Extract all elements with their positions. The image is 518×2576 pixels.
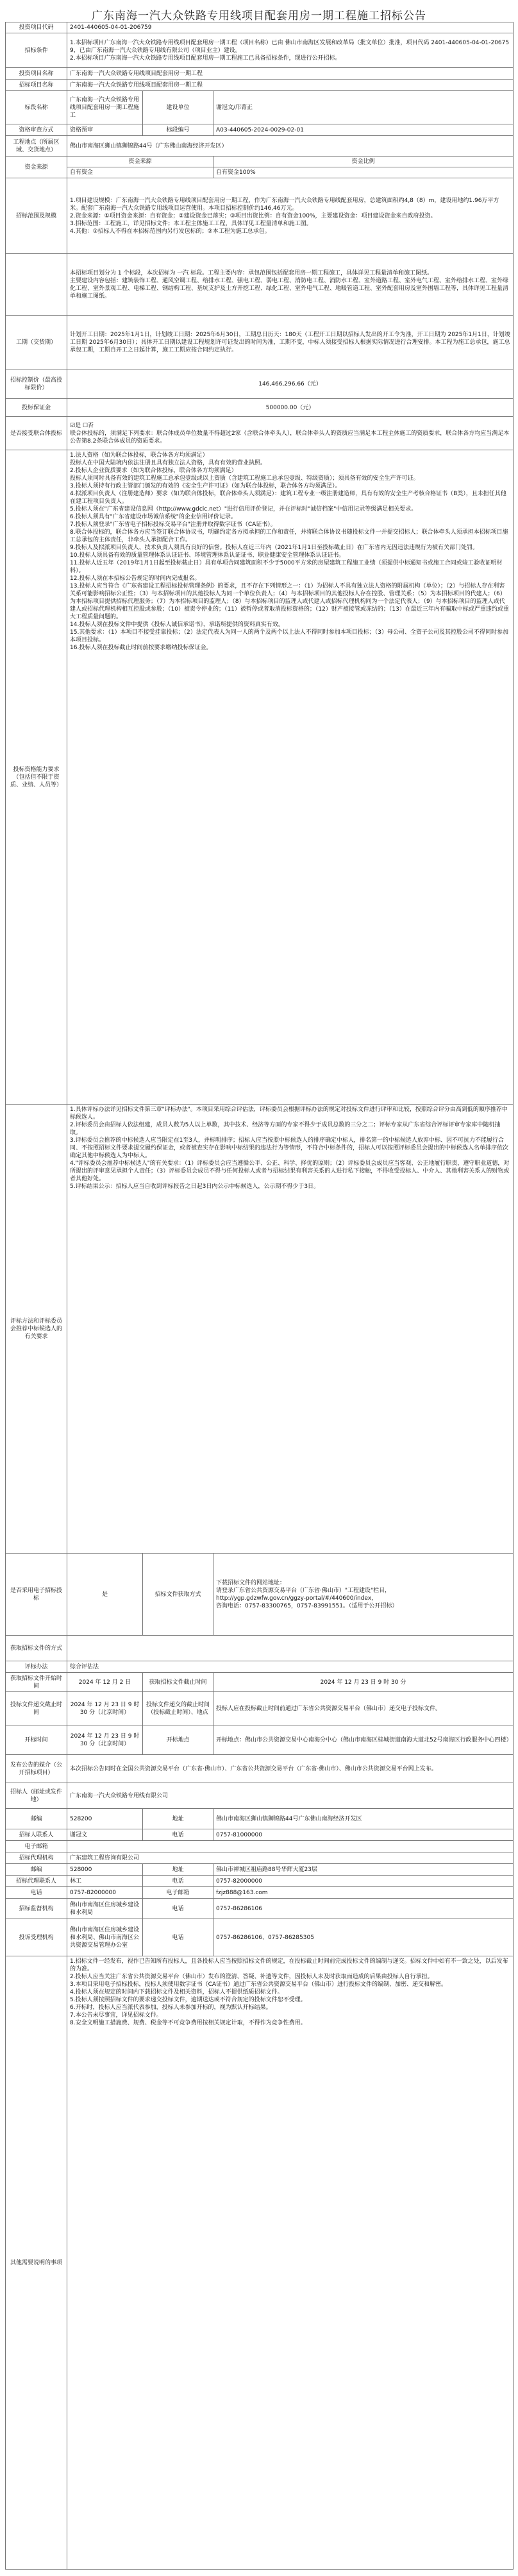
label-project-code: 投资项目代码 (6, 22, 67, 33)
label-approval-no: 标段编号 (143, 124, 213, 136)
row-agency-contact (6, 1876, 514, 1887)
label-postcode: 邮编 (6, 1809, 67, 1829)
row-agency-email (6, 1887, 514, 1899)
label-owner: 建设单位 (143, 91, 213, 124)
row-scale (6, 178, 514, 254)
value-scale: 1.项目建设规模：广东南海一汽大众铁路专用线项目配套用房一期工程，作为广东南海一汽大众铁路专用线配套用房，总建筑面积约4,8（8）m，建设用地约1.96万平方米。配套广东南海一汽大众铁路专用线项目运营使用。本项目招标控制价约146,46万元。 2.资金来源：①项目资金来源：自有资金；②建设资金已落实；③项目出资比例：自有资金100%，主要建设资金：项目建设资金来自政府投资。 3.招标范围：工程施工，详见招标文件；本工程主体施工工程，具体详见工程量清单和施工图。 4.其他：①招标人不得在本招标范围内另行发包标的；②本工程为施工总承包。 (67, 178, 514, 254)
row-consortium (6, 417, 514, 450)
row-other (6, 1956, 514, 2570)
value-duration: 计划开工日期：2025年1月1日，计划竣工日期：2025年6月30日，工期总日历天：180天（工程开工日期以招标人发出的开工令为准，开工日期为 2025年1月1日，计划竣工日期 2025年6月30日）；具体开工日期以建设工程规划许可证发出的时间为准，工期不变，中标人须接受招标人根据实际情况进行合理安排。本工程为施工总承包，施工总承包工期，工期自开工之日起计算，施工工期应按合同约定执行。 (67, 316, 514, 369)
row-open-time (6, 1725, 514, 1755)
value-control-price: 146,466,296.66（元） (67, 369, 514, 399)
value-sign (67, 1636, 514, 1661)
value-location: 佛山市南海区狮山镇狮锦路44号（广东佛山南海经济开发区） (67, 136, 514, 157)
value-postcode: 528200 (67, 1809, 143, 1829)
label-media: 发布公告的媒介（公开招标项目） (6, 1755, 67, 1783)
row-eproc (6, 1554, 514, 1636)
label-deadline: 投标文件递交截止时间 (6, 1692, 67, 1725)
label-agency-postcode: 邮编 (6, 1864, 67, 1876)
value-platform: 下载招标文件的网站地址： 请登录广东省公共资源交易平台（广东省·佛山市）"工程建设"栏目， http://ygp.gdzwfw.gov.cn/ggzy-portal/#/440600/index， 咨询电话：0757-83300765，0757-83991551。（适用于公开招标） (213, 1554, 514, 1636)
value-project-name: 广东南海一汽大众铁路专用线项目配套用房一期工程 (67, 68, 514, 80)
value-complaint: 佛山市南海区住房城乡建设和水利局、佛山市南海区公共资源交易管理办公室 (67, 1919, 143, 1956)
row-tender-project-name (6, 80, 514, 91)
row-deposit (6, 399, 514, 417)
announcement-table (5, 22, 514, 2570)
label-tenderer: 招标人（邮址或发件地） (6, 1783, 67, 1809)
label-scope (6, 254, 67, 316)
value-supervision: 佛山市南海区住房城乡建设和水利局 (67, 1899, 143, 1919)
label-qualification: 资格审查方式 (6, 124, 67, 136)
label-platform: 招标文件获取方式 (143, 1554, 213, 1636)
value-fund-source: 自有资金 (67, 167, 213, 178)
row-duration (6, 316, 514, 369)
value-open-place: 开标地点：佛山市公共资源交易中心南海分中心（佛山市南海区桂城街道南海大道北52号南海区行政服务中心四楼） (213, 1725, 514, 1755)
label-agency: 招标代理机构 (6, 1852, 67, 1864)
row-evaluation (6, 1661, 514, 1673)
row-scope (6, 254, 514, 316)
label-contact: 招标人联系人 (6, 1829, 67, 1841)
label-fund-ratio: 资金比例 (213, 157, 514, 167)
value-deposit: 500000.00（元） (67, 399, 514, 417)
row-bid-condition (6, 33, 514, 68)
label-agency-address: 地址 (143, 1864, 213, 1876)
value-tender-project-name: 广东南海一汽大众铁路专用线项目配套用房一期工程 (67, 80, 514, 91)
row-agency (6, 1852, 514, 1864)
value-agency-phone: 0757-82000000 (213, 1876, 514, 1887)
row-requirements (6, 450, 514, 1105)
value-agency-contact: 林工 (67, 1876, 143, 1887)
label-open-place: 开标地点 (143, 1725, 213, 1755)
value-open-time: 2024 年 12 月 23 日 9 时 30 分（北京时间） (67, 1725, 143, 1755)
row-deadline (6, 1692, 514, 1725)
label-method: 评标方法和评标委员会推荐中标候选人的有关要求 (6, 1105, 67, 1554)
row-tenderer-contact (6, 1829, 514, 1841)
row-supervision (6, 1899, 514, 1919)
label-eproc: 是否采用电子招标投标 (6, 1554, 67, 1636)
label-submit-time: 获取招标文件开始时间 (6, 1673, 67, 1692)
value-phone: 0757-81000000 (213, 1829, 514, 1841)
label-address: 地址 (143, 1809, 213, 1829)
label-submit-deadline: 获取招标文件截止时间 (143, 1673, 213, 1692)
label-scale: 招标范围及规模 (6, 178, 67, 254)
value-consortium: ☑是 ☐否 联合体投标的，须满足下列要求：联合体成员单位数量不得超过2家（含联合体牵头人），联合体牵头人的资质应当满足本工程主体施工的资质要求，联合体各方均应当满足本公告第8.2条联合体成员的资质要求。 (67, 417, 514, 450)
label-phone: 电话 (143, 1829, 213, 1841)
row-sign (6, 1636, 514, 1661)
row-complaint (6, 1919, 514, 1956)
value-section-name: 广东南海一汽大众铁路专用线项目配套用房一期工程施工 (67, 91, 143, 124)
page-title: 广东南海一汽大众铁路专用线项目配套用房一期工程施工招标公告 (92, 10, 426, 22)
value-eproc: 是 (67, 1554, 143, 1636)
value-method: 1.具体评标办法详见招标文件第三章"评标办法"。本项目采用综合评估法，评标委员会根据评标办法的规定对投标文件进行评审和比较，按照综合评分由高到低的顺序推荐中标候选人。 2.评标委员会由招标人依法组建，成员人数为5人以上单数，其中技术、经济等方面的专家不得少于成员总数的三分之二；评标专家从广东省综合评标评审专家库中随机抽取。 3.评标委员会推荐的中标候选人应当限定在1至3人，并标明排序；招标人应当按照中标候选人的排序确定中标人，排名第一的中标候选人放弃中标、因不可抗力不能履行合同、不按照招标文件要求提交履约保证金，或者被查实存在影响中标结果的违法行为等情形，不符合中标条件的，招标人可以按照评标委员会提出的中标候选人名单排序依次确定其他中标候选人为中标人。 4."评标委员会推荐中标候选人"的有关要求：（1）评标委员会应当遵循公平、公正、科学、择优的原则；（2）评标委员会成员应当客观、公正地履行职责，遵守职业道德，对所提出的评审意见承担个人责任；（3）评标委员会成员不得与任何投标人或者与招标结果有利害关系的人进行私下接触，不得收受投标人、中介人、其他利害关系人的财物或者其他好处。 5.评标结果公示：招标人应当自收到评标报告之日起3日内公示中标候选人，公示期不得少于3日。 (67, 1105, 514, 1554)
label-deadline-place: 投标文件递交的截止时间（投标截止时间）、地点 (143, 1692, 213, 1725)
label-agency-phone: 电话 (143, 1876, 213, 1887)
value-tenderer-email (67, 1841, 514, 1852)
label-project-name: 投资项目名称 (6, 68, 67, 80)
label-open-time: 开标时间 (6, 1725, 67, 1755)
row-location (6, 136, 514, 157)
value-owner: 谢冠文/邝菁正 (213, 91, 514, 124)
row-agency-address (6, 1864, 514, 1876)
label-sign: 获取招标文件的方式 (6, 1636, 67, 1661)
row-tenderer-address (6, 1809, 514, 1829)
value-agency: 广东建筑工程咨询有限公司 (67, 1852, 514, 1864)
label-supervision-phone: 电话 (143, 1899, 213, 1919)
row-section-name (6, 91, 514, 124)
value-deadline: 2024 年 12 月 23 日 9 时 30 分（北京时间） (67, 1692, 143, 1725)
value-fund-ratio: 自有资金100% (213, 167, 514, 178)
label-supervision: 招标监督机构 (6, 1899, 67, 1919)
label-agency-phone2: 电话 (6, 1887, 67, 1899)
value-bid-condition: 1.本招标项目广东南海一汽大众铁路专用线项目配套用房一期工程（项目名称）已由 佛山市南海区发展和改革局（批文单位）批准，项目代码 2401-440605-04-01-206759，已由广东南海一汽大众铁路专用线有限公司（项目业主）建设。 2.本招标项目广东南海一汽大众铁路专用线项目配套用房一期工程施工已具备招标条件，现进行公开招标。 (67, 33, 514, 68)
value-agency-address: 佛山市禅城区祖庙路88号华辉大厦23层 (213, 1864, 514, 1876)
row-tenderer (6, 1783, 514, 1809)
label-complaint-phone: 电话 (143, 1919, 213, 1956)
row-control-price (6, 369, 514, 399)
label-deposit: 投标保证金 (6, 399, 67, 417)
row-funding-values (6, 167, 514, 178)
value-agency-phone2: 0757-82000000 (67, 1887, 143, 1899)
value-other: 1.招标文件一经发布，视作已告知所有投标人，且各投标人应当按照招标文件的规定，在投标截止时间前完成投标文件的编制与递交。招标文件中如有不一致之处，以后发布的为准。 2.投标人应当关注广东省公共资源交易平台（佛山市）发布的澄清、答疑、补遗等文件，因投标人未及时获取而造成的后果由投标人自行承担。 3.本项目采用电子招标投标，投标人须使用数字证书（CA证书）通过广东省公共资源交易平台（佛山市）进行投标文件的编制、加密、递交和解密。 4.投标人须在规定的时间内下载招标文件及相关资料，招标人不提供纸质招标文件。 5.投标人须按照招标文件的要求递交投标文件，逾期送达或不符合规定的投标文件恕不受理。 6.开标时，投标人应当派代表参加，投标人未参加开标的，视为默认开标结果。 7.本公告未尽事宜，详见招标文件。 8.安全文明施工措施费、规费、税金等不可竞争费用按相关规定计取，不得作为竞争性费用。 (67, 1956, 514, 2570)
value-media: 本次招标公告同时在全国公共资源交易平台（广东省·佛山市）、广东省公共资源交易平台（广东省·佛山市）、佛山市公共资源交易平台网上发布。 (67, 1755, 514, 1783)
label-duration: 工期（交货期） (6, 316, 67, 369)
row-doc-times (6, 1673, 514, 1692)
label-tender-project-name: 招标项目名称 (6, 80, 67, 91)
value-contact: 谢冠文 (67, 1829, 143, 1841)
label-location: 工程地点（所属区域、交货地点） (6, 136, 67, 157)
value-approval-no: A03-440605-2024-0029-02-01 (213, 124, 514, 136)
value-address: 佛山市南海区狮山镇狮锦路44号广东佛山南海经济开发区 (213, 1809, 514, 1829)
label-control-price: 招标控制价（最高投标限价） (6, 369, 67, 399)
label-funding: 资金来源 (6, 157, 67, 178)
row-method (6, 1105, 514, 1554)
value-complaint-phone: 0757-86286106、0757-86285305 (213, 1919, 514, 1956)
label-agency-contact: 招标代理联系人 (6, 1876, 67, 1887)
row-project-name (6, 68, 514, 80)
row-project-code (6, 22, 514, 33)
label-complaint: 投诉受理机构 (6, 1919, 67, 1956)
value-submit-deadline: 2024 年 12 月 23 日 9 时 30 分 (213, 1673, 514, 1692)
value-submit-time: 2024 年 12 月 2 日 (67, 1673, 143, 1692)
value-agency-email: fzjz888@163.com (213, 1887, 514, 1899)
value-agency-postcode: 528000 (67, 1864, 143, 1876)
row-funding-header (6, 157, 514, 167)
row-media (6, 1755, 514, 1783)
label-consortium: 是否接受联合体投标 (6, 417, 67, 450)
label-fund-source: 资金来源 (67, 157, 213, 167)
label-section-name: 标段名称 (6, 91, 67, 124)
value-requirements: 1.法人资格（如为联合体投标，联合体各方均须满足） 投标人在中国大陆境内依法注册且具有独立法人资格，具有有效的营业执照。 2.投标人企业资质要求（如为联合体投标，联合体各方均须满足） 投标人须同时具备有效的建筑工程施工总承包壹级或以上资质（含建筑工程施工总承包壹级、特级资质）；须具备有效的安全生产许可证。 3.投标人须持有行政主管部门颁发的有效的《安全生产许可证》（如为联合体投标，联合体各方均须满足）。 4.拟派项目负责人（注册建造师）要求（如为联合体投标，联合体牵头人须满足）：建筑工程专业一级注册建造师，具有有效的安全生产考核合格证书（B类），且未担任其他在建工程项目负责人。 5.投标人须在"广东省建设信息网（http://www.gdcic.net）"进行信用评价登记，并在评标时"诚信档案"中信用记录等级满足相关要求。 6.投标人须具有"广东省建设市场诚信系统"的企业信用评价记录。 7.投标人须登录"广东省电子招标投标交易平台"注册并取得数字证书（CA证书）。 8.联合体投标的，联合体各方应当签订联合体协议书，明确约定各方拟承担的工作和责任，并将联合体协议书随投标文件一并提交招标人；联合体牵头人须承担本招标项目施工总承包的主体责任，非牵头人承担配合工作。 9.投标人及拟派项目负责人、技术负责人须具有良好的信誉。投标人在近三年内（2021年1月1日至投标截止日）在广东省内无因违法违规行为被有关部门处罚。 10.投标人须具备有效的质量管理体系认证证书、环境管理体系认证证书、职业健康安全管理体系认证证书。 11.投标人近五年（2019年1月1日起至投标截止日）具有单项合同建筑面积不少于5000平方米的房屋建筑工程施工业绩（须提供中标通知书或施工合同或竣工验收证明材料）。 12.投标人须在本招标公告规定的时间内完成报名。 13.投标人应当符合《广东省建设工程招标投标管理条例》的要求，且不存在下列情形之一：（1）为招标人不具有独立法人资格的附属机构（单位）；（2）与招标人存在利害关系可能影响招标公正性；（3）与本招标项目的其他投标人为同一个单位负责人；（4）与本招标项目的其他投标人存在控股、管理关系；（5）为本招标项目的代建人；（6）为本招标项目提供招标代理服务；（7）为本招标项目的监理人；（8）与本招标项目的监理人或代建人或招标代理机构同为一个法定代表人；（9）与本招标项目的监理人或代建人或招标代理机构相互控股或参股；（10）被责令停业的；（11）被暂停或者取消投标资格的；（12）财产被接管或冻结的；（13）在最近三年内有骗取中标或严重违约或重大工程质量问题的。 14.投标人须在投标文件中提供《投标人诚信承诺书》，承诺所提供的资料真实有效。 15.其他要求：（1）本项目不接受挂靠投标；（2）法定代表人为同一人的两个及两个以上法人不得同时参加本项目投标；（3）母公司、全资子公司及其控股公司不得同时参加本项目投标。 16.投标人须在投标截止时间前按要求缴纳投标保证金。 (67, 450, 514, 1105)
value-evaluation: 综合评估法 (67, 1661, 514, 1673)
value-supervision-phone: 0757-86286106 (213, 1899, 514, 1919)
label-bid-condition: 招标条件 (6, 33, 67, 68)
value-qualification: 资格预审 (67, 124, 143, 136)
label-evaluation: 评标办法 (6, 1661, 67, 1673)
value-tenderer: 广东南海一汽大众铁路专用线有限公司 (67, 1783, 514, 1809)
row-tenderer-email (6, 1841, 514, 1852)
value-deadline-place: 投标人应在投标截止时间前通过广东省公共资源交易平台（佛山市）递交电子投标文件。 (213, 1692, 514, 1725)
value-project-code: 2401-440605-04-01-206759 (67, 22, 514, 33)
label-agency-email: 电子邮箱 (143, 1887, 213, 1899)
value-scope: 本招标项目划分为 1 个标段，本次招标为 一汽 标段。工程主要内容：承包范围包括配套用房一期工程施工，具体详见工程量清单和施工图纸。 主要建设内容包括：建筑装饰工程、通风空调工程、给排水工程、强电工程、弱电工程、消防电工程、消防水工程、室外道路工程、室外电气工程、室外给排水工程、室外绿化工程、室外景观工程、电梯工程、钢结构工程、基坑支护及土方开挖工程、绿化工程、室外电气工程、地暖管道工程、室外配套用房及室外围墙工程等，具体详见工程量清单和施工图纸。 (67, 254, 514, 316)
label-other: 其他需要说明的事项 (6, 1956, 67, 2570)
row-qualification (6, 124, 514, 136)
label-requirements: 投标资格能力要求（包括但不限于资质、业绩、人员等） (6, 450, 67, 1105)
label-tenderer-email: 电子邮箱 (6, 1841, 67, 1852)
